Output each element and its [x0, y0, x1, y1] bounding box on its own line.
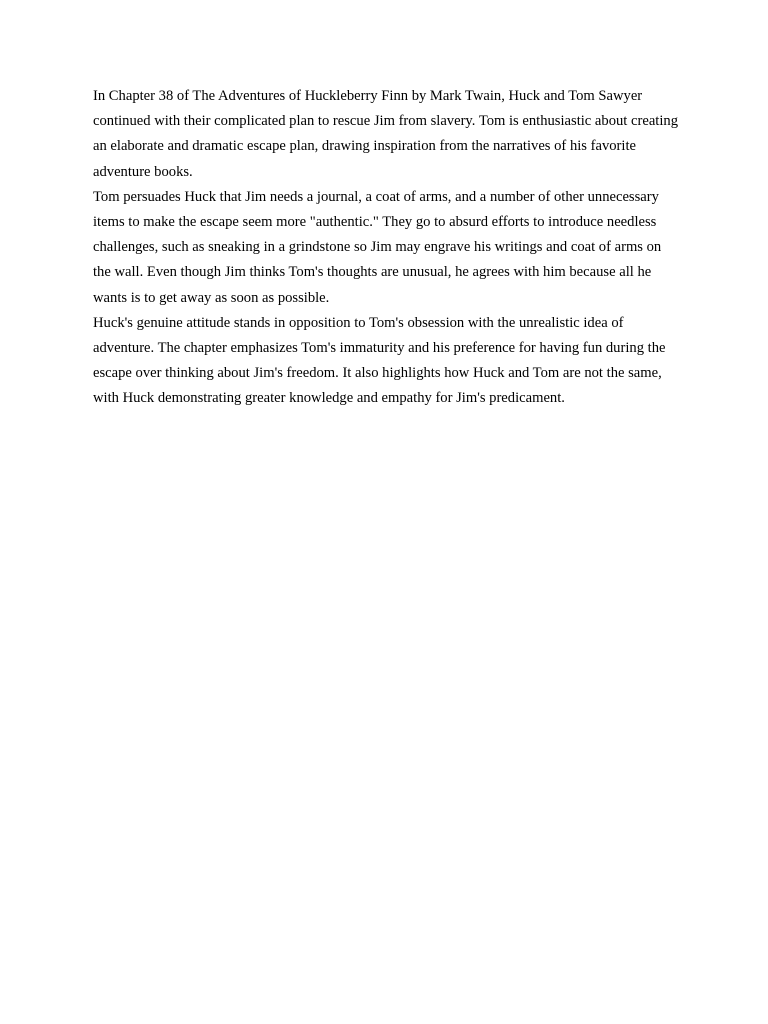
paragraph-2: Tom persuades Huck that Jim needs a journal, a coat of arms, and a number of other unnecessary items to make the escape seem more "authentic." They go to absurd efforts to introduce needless challenges, such as sneaking in a grindstone so Jim may engrave his writings and coat of arms on the wall. Even though Jim thinks Tom's thoughts are unusual, he agrees with him because all he wants is to get away as soon as possible.: [93, 188, 662, 306]
document-body: [93, 84, 678, 412]
paragraph-1: In Chapter 38 of The Adventures of Huckleberry Finn by Mark Twain, Huck and Tom Sawyer continued with their complicated plan to rescue Jim from slavery. Tom is enthusiastic about creating an elaborate and dramatic escape plan, drawing inspiration from the narratives of his favorite adventure books.: [93, 88, 679, 180]
paragraph-3: Huck's genuine attitude stands in opposition to Tom's obsession with the unrealistic idea of adventure. The chapter emphasizes Tom's immaturity and his preference for having fun during the escape over thinking about Jim's freedom. It also highlights how Huck and Tom are not the same, with Huck demonstrating greater knowledge and empathy for Jim's predicament.: [93, 314, 666, 407]
